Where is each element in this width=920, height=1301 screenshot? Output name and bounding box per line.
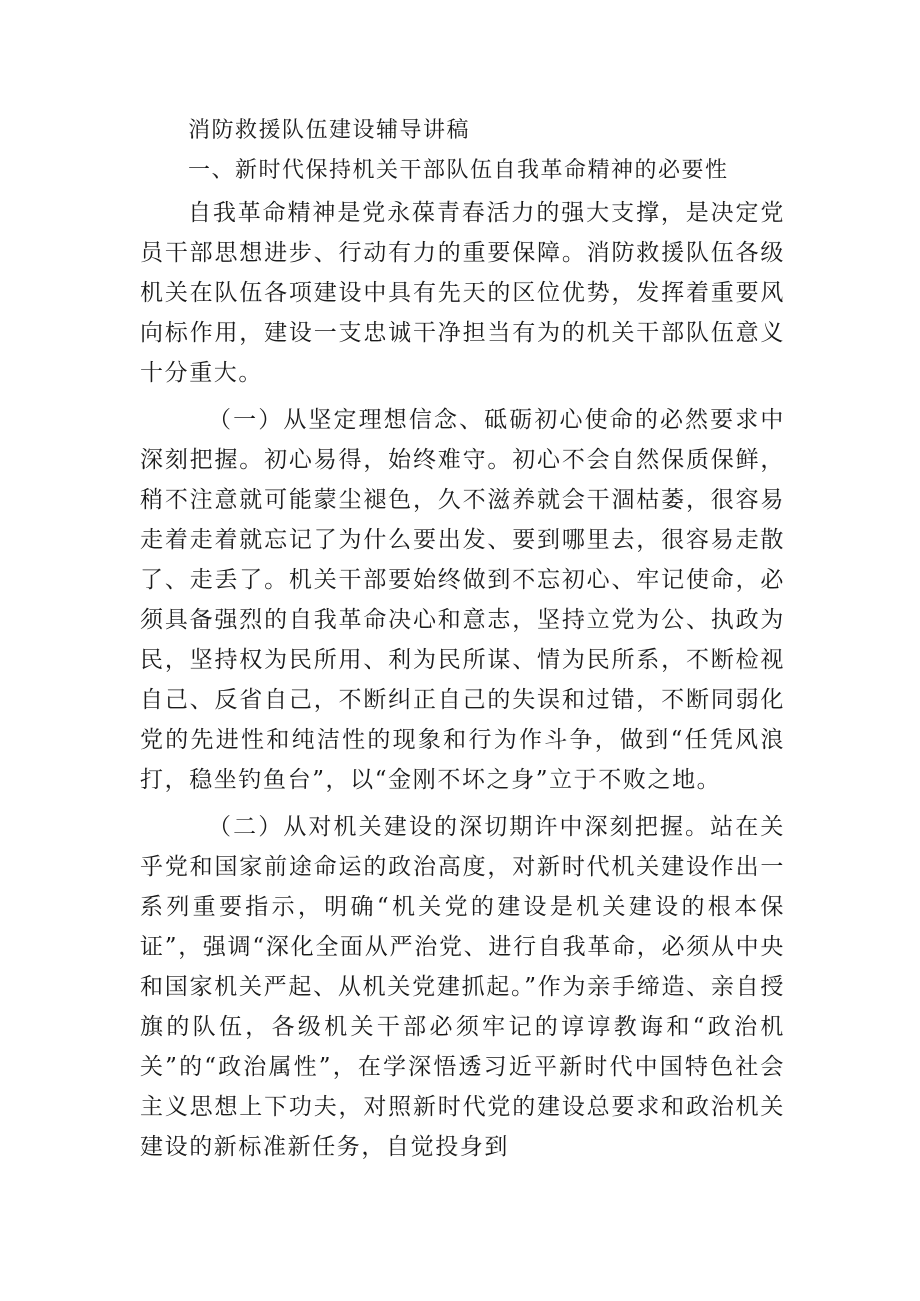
document-title: 消防救援队伍建设辅导讲稿: [188, 118, 471, 143]
document-body: [140, 111, 785, 1174]
intro-paragraph: 自我革命精神是党永葆青春活力的强大支撑，是决定党员干部思想进步、行动有力的重要保障。消防救援队伍各级机关在队伍各项建设中具有先天的区位优势，发挥着重要风向标作用，建设一支忠诚干净担当有为的机关干部队伍意义十分重大。: [140, 200, 785, 386]
section-heading: 一、新时代保持机关干部队伍自我革命精神的必要性: [188, 158, 729, 183]
subsection-2-paragraph: （二）从对机关建设的深切期许中深刻把握。站在关乎党和国家前途命运的政治高度，对新时代机关建设作出一系列重要指示，明确“机关党的建设是机关建设的根本保证”，强调“深化全面从严治党、进行自我革命，必须从中央和国家机关严起、从机关党建抓起。”作为亲手缔造、亲自授旗的队伍，各级机关干部必须牢记的谆谆教诲和“政治机关”的“政治属性”，在学深悟透习近平新时代中国特色社会主义思想上下功夫，对照新时代党的建设总要求和政治机关建设的新标准新任务，自觉投身到: [140, 814, 785, 1160]
subsection-1-paragraph: （一）从坚定理想信念、砥砺初心使命的必然要求中深刻把握。初心易得，始终难守。初心不会自然保质保鲜，稍不注意就可能蒙尘褪色，久不滋养就会干涸枯萎，很容易走着走着就忘记了为什么要出发、要到哪里去，很容易走散了、走丢了。机关干部要始终做到不忘初心、牢记使命，必须具备强烈的自我革命决心和意志，坚持立党为公、执政为民，坚持权为民所用、利为民所谋、情为民所系，不断检视自己、反省自己，不断纠正自己的失误和过错，不断同弱化党的先进性和纯洁性的现象和行为作斗争，做到“任凭风浪打，稳坐钓鱼台”，以“金刚不坏之身”立于不败之地。: [140, 407, 785, 793]
